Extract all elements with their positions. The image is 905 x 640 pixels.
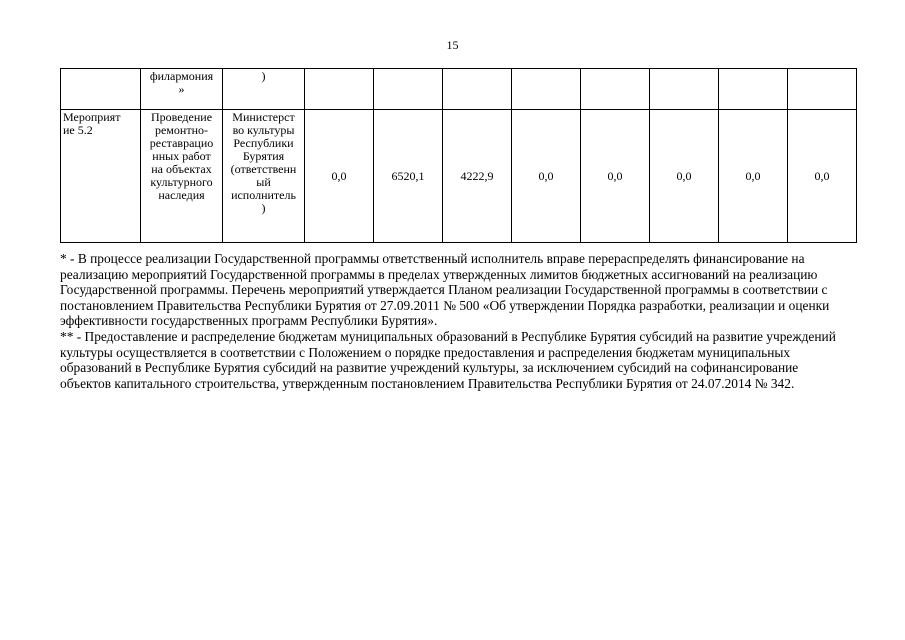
table-cell: Мероприят ие 5.2 — [61, 110, 141, 243]
table-cell — [443, 69, 512, 110]
table-cell — [788, 69, 857, 110]
table-cell: ) — [223, 69, 305, 110]
table-cell: 0,0 — [719, 110, 788, 243]
table-cell: 4222,9 — [443, 110, 512, 243]
footnotes — [60, 251, 850, 391]
table-cell — [581, 69, 650, 110]
table-cell — [719, 69, 788, 110]
table-cell: 0,0 — [581, 110, 650, 243]
table-cell — [512, 69, 581, 110]
footnote-1: * - В процессе реализации Государственной программы ответственный исполнитель вправе перераспределять финансирование на реализацию мероприятий Государственной программы в пределах утвержденных лимитов бюджетных ассигнований на реализацию Государственной программы. Перечень мероприятий утверждается Планом реализации Государственной программы в соответствии с постановлением Правительства Республики Бурятия от 27.09.2011 № 500 «Об утверждении Порядка разработки, реализации и оценки эффективности государственных программ Республики Бурятия». — [60, 251, 830, 329]
table-cell: 0,0 — [305, 110, 374, 243]
table-cell: Проведение ремонтно- реставрацио нных работ на объектах культурного наследия — [141, 110, 223, 243]
table-cell — [374, 69, 443, 110]
table-cell — [61, 69, 141, 110]
table-cell: 0,0 — [650, 110, 719, 243]
table-cell: Министерст во культуры Республики Бурятия (ответственн ый исполнитель ) — [223, 110, 305, 243]
table-cell: филармония » — [141, 69, 223, 110]
table-row — [61, 69, 857, 110]
footnote-2: ** - Предоставление и распределение бюджетам муниципальных образований в Республике Бурятия субсидий на развитие учреждений культуры осуществляется в соответствии с Положением о порядке предоставления и распределения бюджетам муниципальных образований в Республике Бурятия субсидий на развитие учреждений культуры, за исключением субсидий на софинансирование объектов капитального строительства, утвержденным постановлением Правительства Республики Бурятия от 24.07.2014 № 342. — [60, 328, 836, 391]
budget-table — [60, 68, 857, 243]
table-cell — [650, 69, 719, 110]
table-row — [61, 110, 857, 243]
table-cell: 0,0 — [512, 110, 581, 243]
page-number: 15 — [446, 38, 459, 52]
table-cell: 0,0 — [788, 110, 857, 243]
table-cell: 6520,1 — [374, 110, 443, 243]
table-cell — [305, 69, 374, 110]
